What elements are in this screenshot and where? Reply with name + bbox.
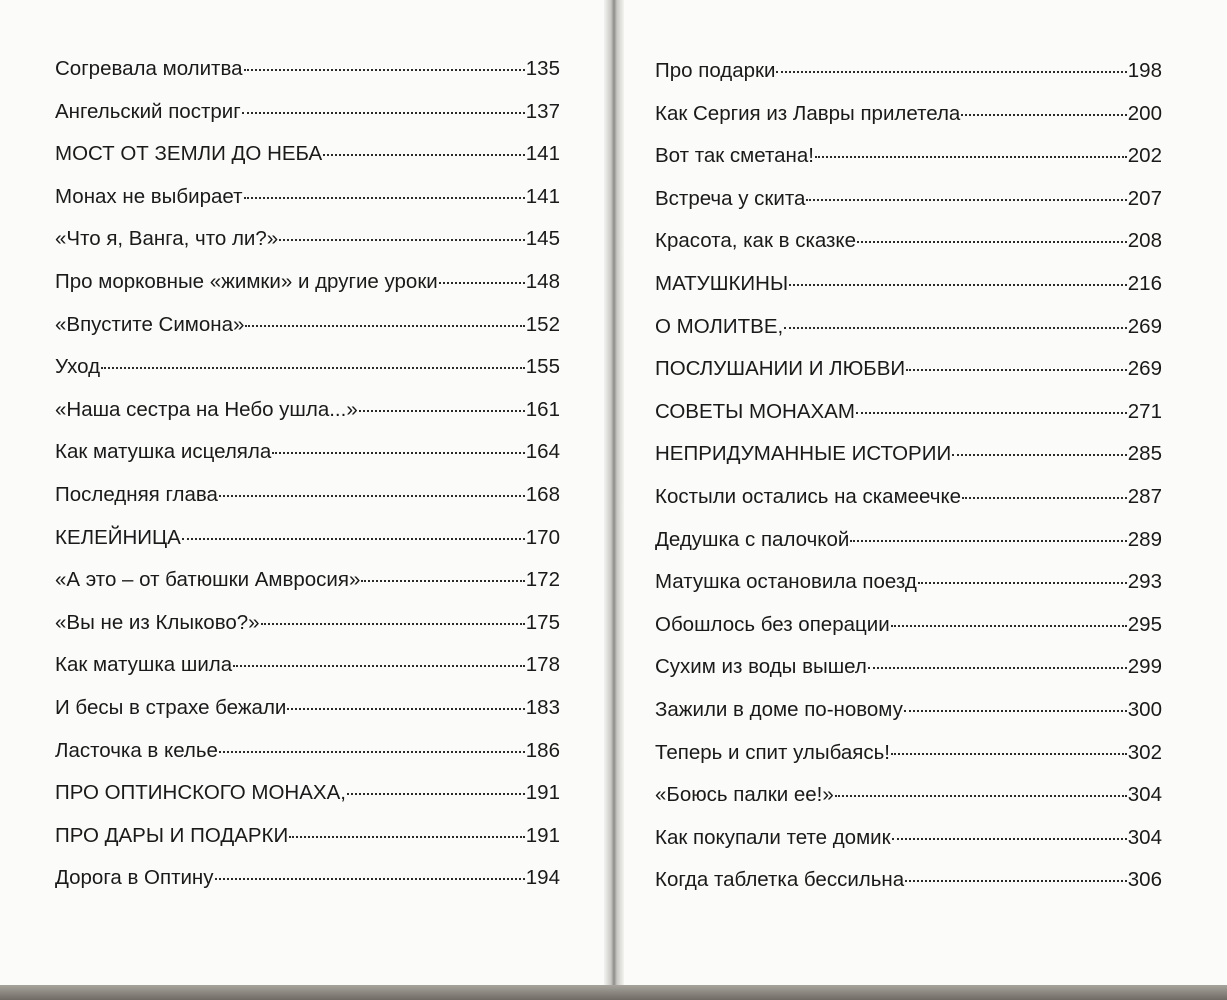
toc-entry	[655, 817, 1162, 860]
toc-entry-title: СОВЕТЫ МОНАХАМ	[655, 399, 855, 423]
toc-entry-title: Сухим из воды вышел	[655, 655, 867, 679]
toc-entry-title: Как Сергия из Лавры прилетела	[655, 101, 961, 125]
dot-leader	[815, 156, 1127, 158]
dot-leader	[242, 112, 525, 114]
toc-entry	[55, 176, 560, 219]
toc-entry-title: НЕПРИДУМАННЫЕ ИСТОРИИ	[655, 442, 952, 466]
dot-leader	[905, 880, 1127, 882]
toc-entry	[655, 50, 1162, 93]
toc-entry	[55, 687, 560, 730]
toc-entry	[55, 517, 560, 560]
dot-leader	[789, 284, 1127, 286]
toc-entry	[55, 815, 560, 858]
dot-leader	[244, 197, 525, 199]
toc-entry-page-number: 295	[1127, 612, 1162, 636]
toc-entry	[55, 304, 560, 347]
toc-entry-title: Костыли остались на скамеечке	[655, 484, 962, 508]
toc-entry-title: Как матушка исцеляла	[55, 440, 272, 464]
dot-leader	[323, 154, 525, 156]
toc-entry-page-number: 186	[525, 738, 560, 762]
toc-entry	[655, 391, 1162, 434]
toc-entry	[55, 218, 560, 261]
dot-leader	[245, 325, 524, 327]
toc-entry-page-number: 170	[525, 525, 560, 549]
dot-leader	[233, 665, 525, 667]
toc-entry	[655, 220, 1162, 263]
toc-entry-page-number: 178	[525, 653, 560, 677]
dot-leader	[784, 327, 1127, 329]
dot-leader	[857, 241, 1127, 243]
toc-entry-title: Уход	[55, 355, 101, 379]
dot-leader	[891, 753, 1127, 755]
dot-leader	[835, 795, 1127, 797]
toc-entry-title: «Впустите Симона»	[55, 312, 245, 336]
dot-leader	[289, 836, 525, 838]
toc-entry-page-number: 216	[1127, 271, 1162, 295]
toc-entry	[655, 689, 1162, 732]
toc-entry-title: ПРО ОПТИНСКОГО МОНАХА,	[55, 781, 346, 805]
toc-entry-page-number: 135	[525, 57, 560, 80]
toc-entry	[655, 859, 1162, 902]
toc-entry	[55, 772, 560, 815]
toc-entry-page-number: 300	[1127, 697, 1162, 721]
dot-leader	[101, 367, 525, 369]
toc-entry	[655, 561, 1162, 604]
dot-leader	[261, 623, 525, 625]
dot-leader	[891, 625, 1127, 627]
toc-entry	[55, 602, 560, 645]
toc-entry	[55, 474, 560, 517]
toc-entry-page-number: 285	[1127, 442, 1162, 466]
toc-entry-title: Матушка остановила поезд	[655, 570, 917, 594]
toc-entry-page-number: 141	[525, 142, 560, 166]
toc-entry-title: МОСТ ОТ ЗЕМЛИ ДО НЕБА	[55, 142, 323, 166]
right-page	[624, 0, 1227, 985]
dot-leader	[359, 410, 525, 412]
toc-entry-page-number: 269	[1127, 357, 1162, 381]
dot-leader	[215, 878, 525, 880]
toc-entry-page-number: 183	[525, 695, 560, 719]
dot-leader	[918, 582, 1127, 584]
toc-entry	[655, 306, 1162, 349]
toc-entry-title: «Наша сестра на Небо ушла...»	[55, 397, 358, 421]
toc-entry-page-number: 306	[1127, 868, 1162, 892]
toc-entry-title: МАТУШКИНЫ	[655, 271, 789, 295]
toc-entry-page-number: 293	[1127, 570, 1162, 594]
toc-entry-title: «А это – от батюшки Амвросия»	[55, 568, 361, 592]
toc-entry	[655, 646, 1162, 689]
dot-leader	[892, 838, 1127, 840]
dot-leader	[806, 199, 1126, 201]
toc-entry	[655, 178, 1162, 221]
toc-entry	[655, 774, 1162, 817]
toc-entry	[55, 730, 560, 773]
dot-leader	[850, 540, 1126, 542]
dot-leader	[287, 708, 524, 710]
toc-entry-title: И бесы в страхе бежали	[55, 695, 287, 719]
toc-entry	[655, 732, 1162, 775]
toc-entry-title: КЕЛЕЙНИЦА	[55, 525, 181, 549]
toc-entry-title: Обошлось без операции	[655, 612, 890, 636]
dot-leader	[904, 710, 1127, 712]
left-page	[0, 0, 604, 985]
toc-entry	[55, 91, 560, 134]
toc-entry-page-number: 137	[525, 99, 560, 123]
toc-entry-page-number: 194	[525, 866, 560, 890]
toc-entry-title: Про подарки	[655, 59, 776, 82]
dot-leader	[961, 114, 1126, 116]
toc-entry	[55, 431, 560, 474]
toc-entry-title: Вот так сметана!	[655, 144, 814, 168]
toc-entry-title: Последняя глава	[55, 482, 218, 506]
toc-entry-title: Как покупали тете домик	[655, 825, 891, 849]
toc-entry-page-number: 172	[525, 568, 560, 592]
toc-entry-page-number: 287	[1127, 484, 1162, 508]
toc-entry-title: Встреча у скита	[655, 186, 806, 210]
toc-entry-page-number: 168	[525, 482, 560, 506]
dot-leader	[962, 497, 1127, 499]
toc-entry	[55, 346, 560, 389]
toc-entry-page-number: 299	[1127, 655, 1162, 679]
dot-leader	[219, 495, 525, 497]
toc-entry	[55, 389, 560, 432]
toc-entry-page-number: 148	[525, 269, 560, 293]
toc-entry-title: Дедушка с палочкой	[655, 527, 850, 551]
toc-entry	[55, 857, 560, 900]
toc-entry-title: Как матушка шила	[55, 653, 233, 677]
book-bottom-edge	[0, 985, 1227, 1000]
toc-entry-title: Монах не выбирает	[55, 184, 243, 208]
toc-entry-title: Согревала молитва	[55, 57, 243, 80]
toc-entry	[55, 644, 560, 687]
dot-leader	[906, 369, 1127, 371]
toc-entry-page-number: 200	[1127, 101, 1162, 125]
dot-leader	[244, 69, 525, 71]
toc-entry-title: «Боюсь палки ее!»	[655, 783, 834, 807]
toc-entry-title: ПРО ДАРЫ И ПОДАРКИ	[55, 823, 289, 847]
toc-entry	[55, 48, 560, 91]
toc-entry	[655, 433, 1162, 476]
toc-entry	[655, 93, 1162, 136]
toc-entry	[55, 559, 560, 602]
toc-entry-title: Ласточка в келье	[55, 738, 218, 762]
toc-entry-page-number: 161	[525, 397, 560, 421]
toc-entry-page-number: 202	[1127, 144, 1162, 168]
toc-entry-page-number: 289	[1127, 527, 1162, 551]
toc-entry-title: Когда таблетка бессильна	[655, 868, 905, 892]
dot-leader	[347, 793, 525, 795]
dot-leader	[279, 239, 525, 241]
dot-leader	[182, 538, 525, 540]
dot-leader	[272, 452, 525, 454]
book-gutter	[604, 0, 624, 985]
dot-leader	[856, 412, 1127, 414]
toc-entry-page-number: 175	[525, 610, 560, 634]
dot-leader	[776, 71, 1126, 73]
toc-entry-page-number: 164	[525, 440, 560, 464]
toc-entry-title: Теперь и спит улыбаясь!	[655, 740, 890, 764]
toc-entry-page-number: 191	[525, 823, 560, 847]
dot-leader	[219, 751, 525, 753]
toc-entry	[655, 135, 1162, 178]
toc-entry-title: Ангельский постриг	[55, 99, 241, 123]
toc-entry-title: Красота, как в сказке	[655, 229, 857, 253]
toc-entry-page-number: 271	[1127, 399, 1162, 423]
toc-entry-page-number: 207	[1127, 186, 1162, 210]
toc-entry-title: «Вы не из Клыково?»	[55, 610, 260, 634]
toc-entry-page-number: 191	[525, 781, 560, 805]
toc-entry-page-number: 152	[525, 312, 560, 336]
toc-entry	[655, 519, 1162, 562]
toc-entry-page-number: 198	[1127, 59, 1162, 82]
toc-entry-page-number: 302	[1127, 740, 1162, 764]
left-toc-list	[55, 48, 560, 900]
right-toc-list	[655, 50, 1162, 902]
toc-entry	[655, 604, 1162, 647]
dot-leader	[361, 580, 524, 582]
toc-entry-title: ПОСЛУШАНИИ И ЛЮБВИ	[655, 357, 906, 381]
toc-entry	[655, 476, 1162, 519]
toc-entry-page-number: 145	[525, 227, 560, 251]
toc-entry-title: Про морковные «жимки» и другие уроки	[55, 269, 438, 293]
toc-entry-title: «Что я, Ванга, что ли?»	[55, 227, 279, 251]
dot-leader	[439, 282, 525, 284]
toc-entry-page-number: 269	[1127, 314, 1162, 338]
toc-entry	[655, 348, 1162, 391]
toc-entry-page-number: 155	[525, 355, 560, 379]
toc-entry-title: Зажили в доме по-новому	[655, 697, 903, 721]
toc-entry-page-number: 304	[1127, 783, 1162, 807]
toc-entry	[655, 263, 1162, 306]
toc-entry-page-number: 141	[525, 184, 560, 208]
toc-entry-page-number: 208	[1127, 229, 1162, 253]
dot-leader	[868, 667, 1127, 669]
dot-leader	[952, 454, 1127, 456]
toc-entry	[55, 133, 560, 176]
toc-entry-title: Дорога в Оптину	[55, 866, 214, 890]
toc-entry	[55, 261, 560, 304]
toc-entry-title: О МОЛИТВЕ,	[655, 314, 784, 338]
toc-entry-page-number: 304	[1127, 825, 1162, 849]
